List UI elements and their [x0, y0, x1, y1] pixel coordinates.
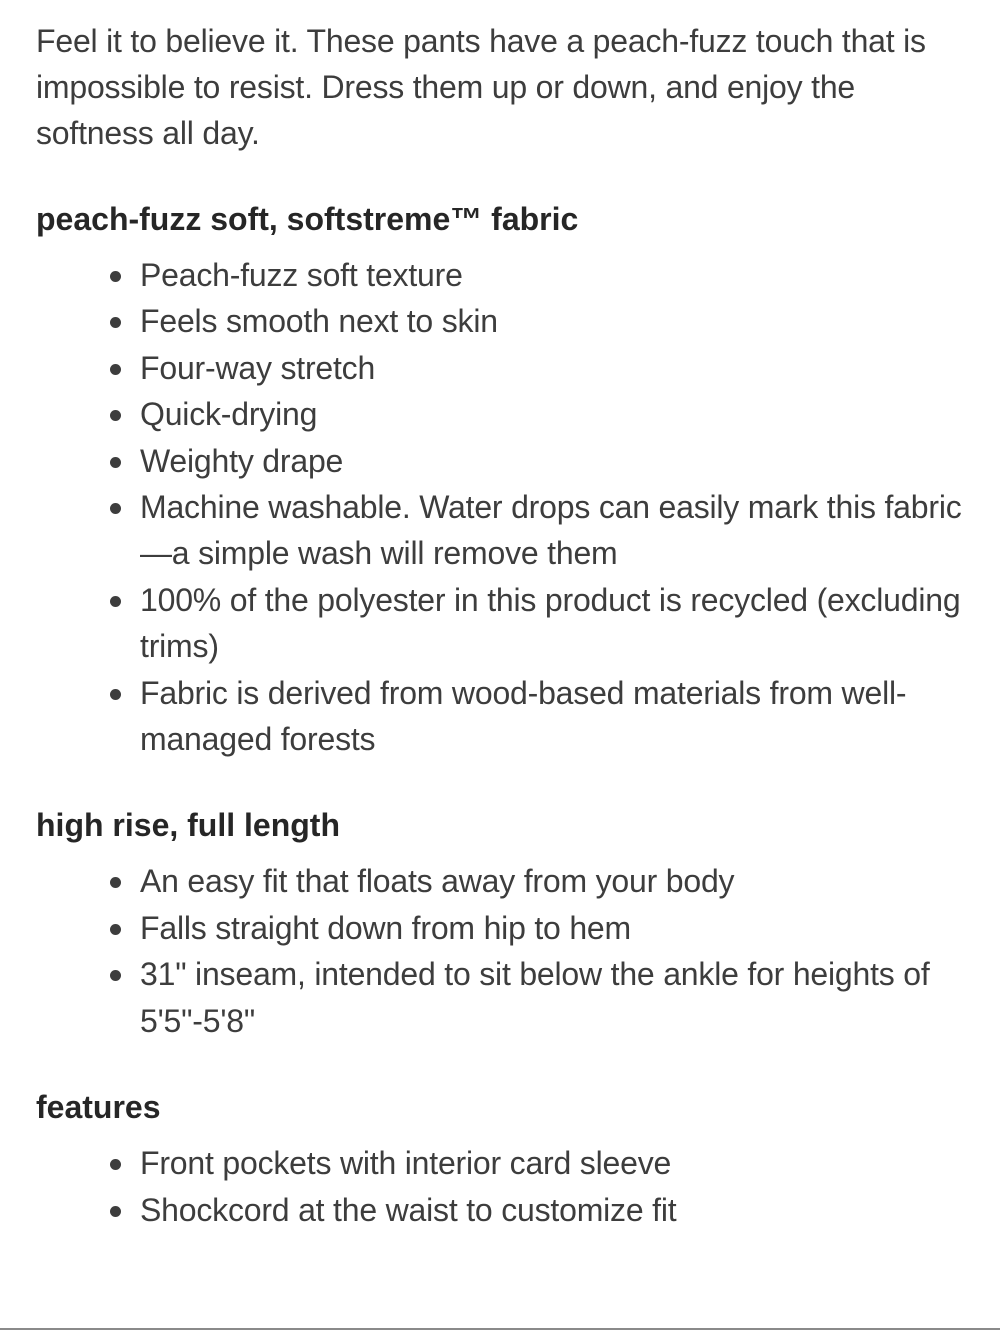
list-item [140, 905, 976, 951]
bullet-icon [110, 1159, 121, 1170]
list-item-text: 100% of the polyester in this product is recycled (excluding trims) [140, 581, 961, 665]
bullet-icon [110, 457, 121, 468]
section-heading: features [36, 1089, 161, 1126]
list-item [140, 951, 976, 1044]
list-item [140, 577, 976, 670]
list-item-text: Peach-fuzz soft texture [140, 257, 463, 293]
list-item [140, 298, 976, 344]
list-item-text: Shockcord at the waist to customize fit [140, 1191, 677, 1228]
section-heading: peach-fuzz soft, softstreme™ fabric [36, 201, 579, 237]
list-item-text: Quick-drying [140, 396, 318, 433]
bullet-icon [110, 410, 121, 421]
bullet-icon [110, 317, 121, 328]
list-item [140, 345, 976, 391]
intro-text: Feel it to believe it. These pants have a peach-fuzz touch that is impossible to resist. Dress them up or down, and enjoy the softness all day. [36, 23, 926, 151]
section-fit [36, 802, 976, 1044]
section-features [36, 1084, 976, 1233]
section-heading: high rise, full length [36, 807, 340, 844]
list-item-text: Front pockets with interior card sleeve [140, 1145, 672, 1182]
list-item-text: Fabric is derived from wood-based materials from well-managed forests [140, 674, 907, 758]
bullet-list [36, 858, 976, 1044]
bullet-icon [110, 364, 121, 375]
list-item [140, 484, 976, 577]
list-item-text: 31" inseam, intended to sit below the ankle for heights of 5'5"-5'8" [140, 956, 930, 1039]
list-item-text: An easy fit that floats away from your body [140, 863, 735, 900]
list-item-text: Weighty drape [140, 442, 344, 479]
bullet-icon [110, 689, 121, 700]
product-description [36, 18, 976, 1233]
list-item [140, 1140, 976, 1186]
bullet-icon [110, 503, 121, 514]
list-item [140, 670, 976, 763]
bullet-icon [110, 596, 121, 607]
bullet-icon [110, 970, 121, 981]
list-item-text: Machine washable. Water drops can easily mark this fabric—a simple wash will remove them [140, 489, 962, 572]
bullet-list [36, 252, 976, 762]
list-item-text: Falls straight down from hip to hem [140, 909, 631, 946]
bullet-icon [110, 1206, 121, 1217]
bullet-icon [110, 271, 121, 282]
list-item [140, 252, 976, 298]
bullet-icon [110, 877, 121, 888]
list-item [140, 391, 976, 437]
list-item-text: Feels smooth next to skin [140, 303, 498, 340]
list-item [140, 858, 976, 904]
list-item [140, 1187, 976, 1233]
list-item [140, 438, 976, 484]
bullet-list [36, 1140, 976, 1233]
section-fabric [36, 196, 976, 762]
list-item-text: Four-way stretch [140, 349, 376, 386]
bullet-icon [110, 924, 121, 935]
